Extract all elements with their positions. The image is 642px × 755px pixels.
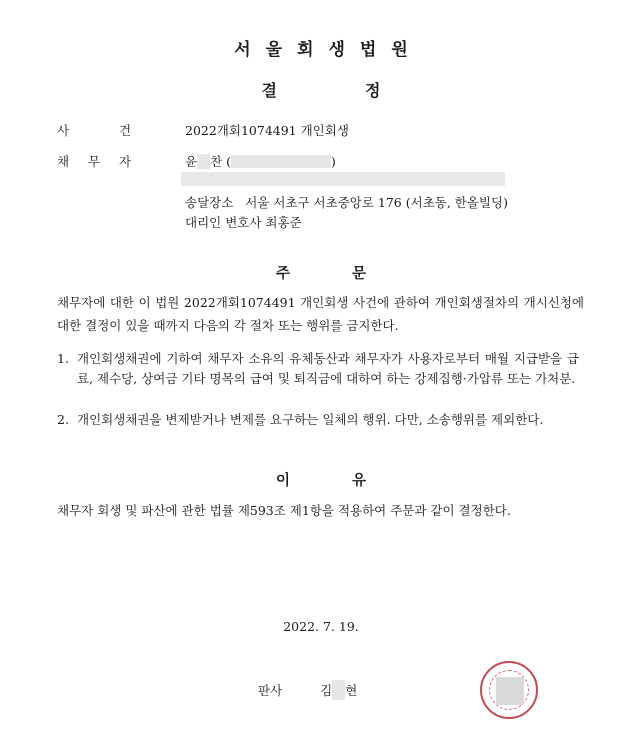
case-label-char1: 사: [57, 123, 70, 138]
debtor-agent: 대리인 변호사 최홍준: [185, 215, 302, 230]
judge-signature-line: [258, 680, 357, 700]
debtor-name-last: 찬: [210, 154, 223, 169]
judge-name-first: 김: [320, 683, 333, 698]
redaction-mask-address: [181, 172, 505, 186]
judge-name-last: 현: [345, 683, 358, 698]
delivery-address: 송달장소 서울 서초구 서초중앙로 176 (서초동, 한올빌딩): [185, 195, 508, 210]
case-value: 2022개회1074491 개인회생: [185, 123, 349, 138]
decision-date: 2022. 7. 19.: [283, 619, 359, 634]
order-item-1: 1. 개인회생채권에 기하여 채무자 소유의 유체동산과 채무자가 사용자로부터 매월 지급받을 급료, 제수당, 상여금 기타 명목의 급여 및 퇴직금에 대하여 하는 강제집행·가압류 또는 가처분.: [57, 351, 579, 386]
redaction-mask-seal: [496, 677, 524, 705]
debtor-name-first: 윤: [185, 154, 198, 169]
title-right: 정: [365, 81, 381, 100]
document-title: [0, 78, 642, 101]
order-heading: 주 문: [275, 266, 367, 282]
debtor-name: 윤 찬 ( ): [185, 154, 336, 169]
redaction-mask-id: [231, 155, 331, 168]
order-item-2: 2. 개인회생채권을 변제받거나 변제를 요구하는 일체의 행위. 다만, 소송행위를 제외한다.: [57, 412, 544, 427]
case-label-char2: 건: [119, 123, 132, 138]
title-left: 결: [261, 81, 277, 100]
order-intro: 채무자에 대한 이 법원 2022개회1074491 개인회생 사건에 관하여 개인회생절차의 개시신청에 대한 결정이 있을 때까지 다음의 각 절차 또는 행위를 금지한다.: [57, 295, 584, 333]
redaction-mask-judge: [332, 680, 345, 700]
reason-heading: 이 유: [275, 473, 367, 489]
redaction-mask: [197, 154, 210, 169]
judge-label: 판사: [258, 683, 283, 698]
court-seal-stamp: [480, 661, 538, 719]
court-name: 서울회생법원: [234, 40, 423, 60]
reason-text: 채무자 회생 및 파산에 관한 법률 제593조 제1항을 적용하여 주문과 같이 결정한다.: [57, 503, 511, 518]
